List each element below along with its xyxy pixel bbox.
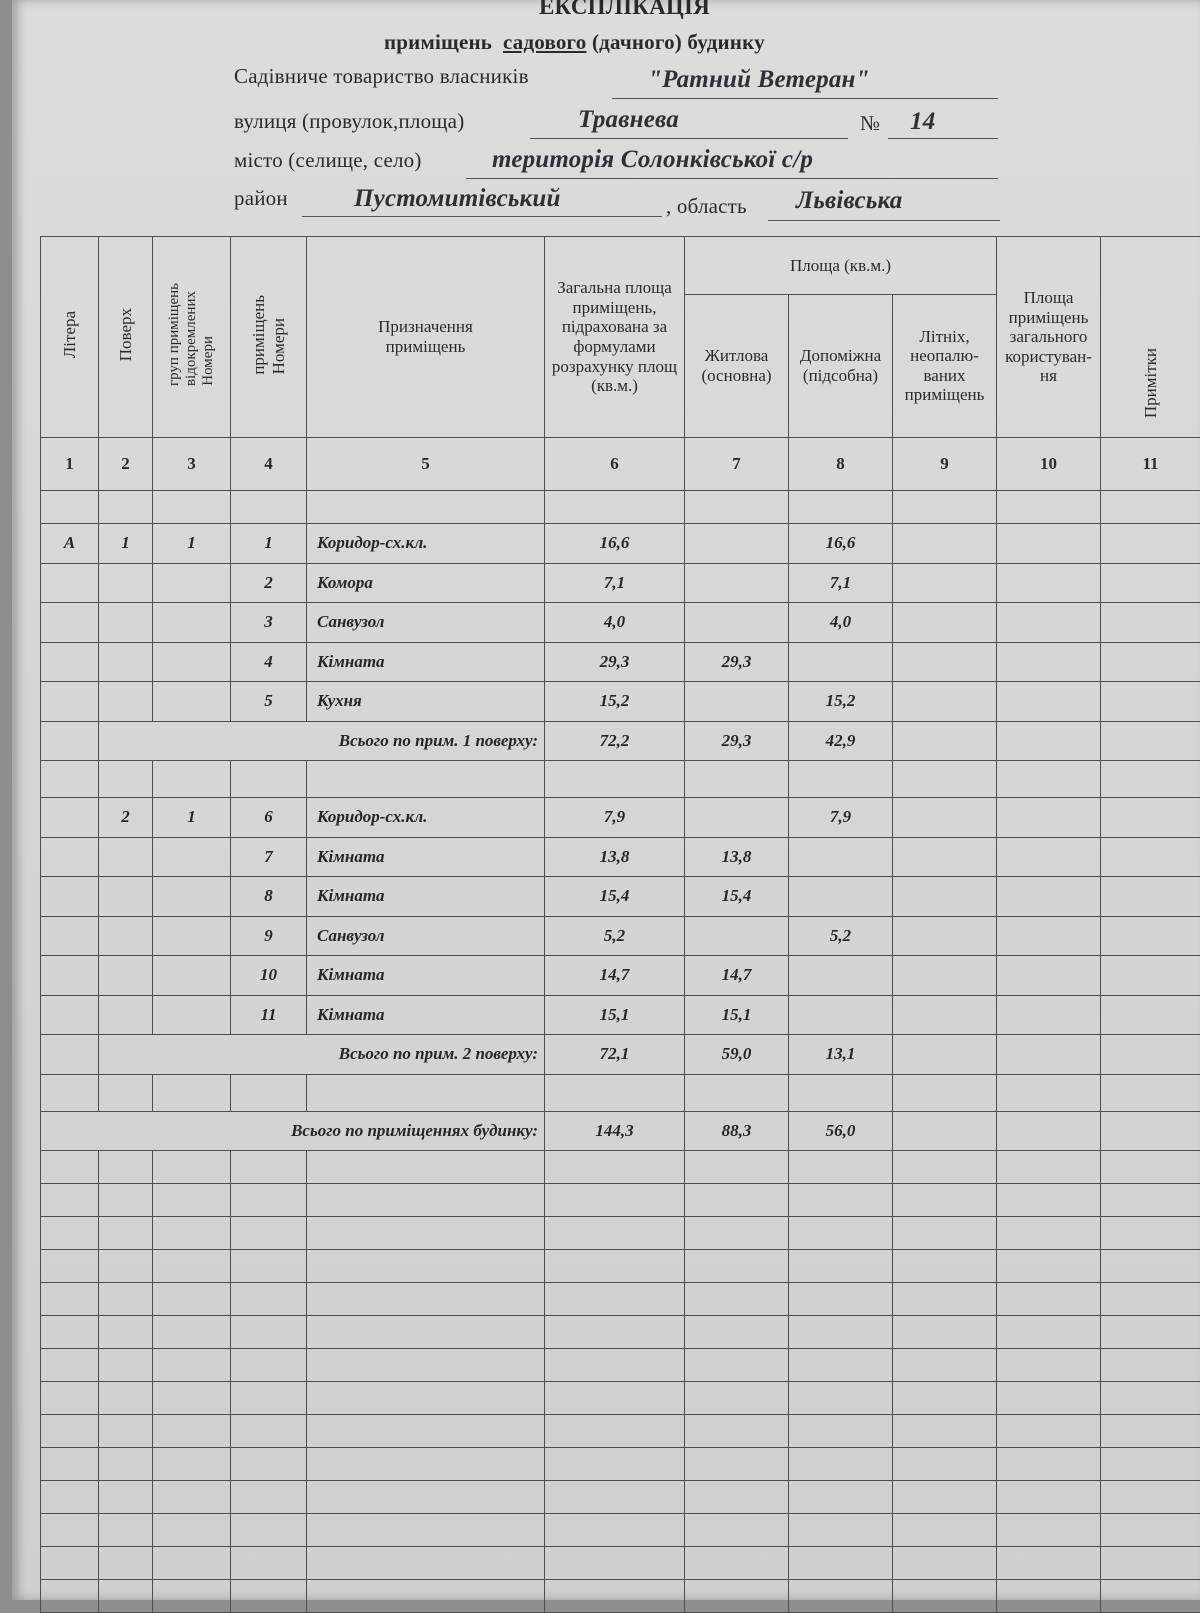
cell-aux: 7,1: [789, 563, 893, 603]
cell-floor: 1: [99, 524, 153, 564]
cell-room-no: 9: [231, 916, 307, 956]
cell-aux: [789, 877, 893, 917]
table-row: [41, 995, 1200, 1035]
column-number: 11: [1101, 438, 1200, 491]
cell-living: [685, 563, 789, 603]
floor2-total-aux: 13,1: [789, 1035, 893, 1075]
cell-group: 1: [153, 524, 231, 564]
cell-room-name: Коридор-сх.кл.: [307, 798, 545, 838]
cell-room-no: 3: [231, 603, 307, 643]
column-number: 4: [231, 438, 307, 491]
table-row: [41, 916, 1200, 956]
col-header-room-numbers: приміщеньНомери: [231, 237, 307, 438]
city-value: територія Солонківської с/р: [492, 146, 813, 174]
cell-aux: 16,6: [789, 524, 893, 564]
floor1-total-label: Всього по прим. 1 поверху:: [99, 721, 545, 761]
cell-group: 1: [153, 798, 231, 838]
table-row: [41, 798, 1200, 838]
column-number: 5: [307, 438, 545, 491]
district-value: Пустомитівський: [354, 185, 561, 213]
cell-living: [685, 798, 789, 838]
cell-aux: [789, 995, 893, 1035]
col-header-auxiliary: Допоміжна (підсобна): [789, 294, 893, 437]
cell-room-no: 10: [231, 956, 307, 996]
subtitle-suffix: (дачного) будинку: [592, 30, 765, 54]
grand-total-living: 88,3: [685, 1111, 789, 1151]
table-row: [41, 877, 1200, 917]
cell-living: [685, 603, 789, 643]
column-number-row: [41, 438, 1200, 491]
col-header-summer: Літніх, неопалю-ваних приміщень: [893, 294, 997, 437]
cell-room-name: Кімната: [307, 956, 545, 996]
cell-living: 13,8: [685, 837, 789, 877]
table-row: [41, 837, 1200, 877]
floor2-total-row: [41, 1035, 1200, 1075]
header-row: [41, 237, 1200, 295]
region-label: , область: [666, 194, 747, 219]
floor2-total-label: Всього по прим. 2 поверху:: [99, 1035, 545, 1075]
cell-room-name: Кімната: [307, 995, 545, 1035]
grand-total: 144,3: [545, 1111, 685, 1151]
cell-room-no: 4: [231, 642, 307, 682]
grand-total-label: Всього по приміщеннях будинку:: [41, 1111, 545, 1151]
cell-total: 4,0: [545, 603, 685, 643]
col-header-floor: Поверх: [99, 237, 153, 438]
floor2-total: 72,1: [545, 1035, 685, 1075]
floor1-total-living: 29,3: [685, 721, 789, 761]
col-header-total-area: Загальна площа приміщень, підрахована за формулами розрахунку площ (кв.м.): [545, 237, 685, 438]
column-number: 6: [545, 438, 685, 491]
cell-total: 15,4: [545, 877, 685, 917]
number-value: 14: [910, 108, 935, 136]
cell-room-name: Кімната: [307, 642, 545, 682]
column-number: 9: [893, 438, 997, 491]
cell-living: 29,3: [685, 642, 789, 682]
table-row: [41, 563, 1200, 603]
cell-litera: А: [41, 524, 99, 564]
cell-living: [685, 916, 789, 956]
table-row: [41, 956, 1200, 996]
region-underline: [768, 220, 1000, 221]
table-row: [41, 603, 1200, 643]
region-value: Львівська: [796, 187, 902, 215]
city-label: місто (селище, село): [234, 148, 422, 173]
cell-room-no: 6: [231, 798, 307, 838]
cell-room-name: Комора: [307, 563, 545, 603]
column-number: 1: [41, 438, 99, 491]
cell-aux: [789, 837, 893, 877]
cell-total: 16,6: [545, 524, 685, 564]
cell-floor: 2: [99, 798, 153, 838]
street-underline: [530, 138, 848, 139]
cell-aux: [789, 642, 893, 682]
cell-living: 15,1: [685, 995, 789, 1035]
document-subtitle: [384, 30, 765, 55]
cell-total: 13,8: [545, 837, 685, 877]
cell-room-no: 1: [231, 524, 307, 564]
society-underline: [612, 98, 998, 99]
cell-total: 15,1: [545, 995, 685, 1035]
cell-room-name: Кухня: [307, 682, 545, 722]
col-header-purpose: Призначення приміщень: [307, 237, 545, 438]
cell-room-name: Кімната: [307, 877, 545, 917]
street-label: вулиця (провулок,площа): [234, 109, 464, 134]
column-number: 3: [153, 438, 231, 491]
grand-total-aux: 56,0: [789, 1111, 893, 1151]
cell-room-no: 5: [231, 682, 307, 722]
column-number: 8: [789, 438, 893, 491]
cell-aux: 4,0: [789, 603, 893, 643]
cell-room-no: 8: [231, 877, 307, 917]
cell-room-name: Санвузол: [307, 916, 545, 956]
cell-total: 7,1: [545, 563, 685, 603]
col-header-living: Житлова (основна): [685, 294, 789, 437]
cell-room-no: 7: [231, 837, 307, 877]
col-header-groups: груп приміщеньвідокремленихНомери: [153, 237, 231, 438]
floor1-total-aux: 42,9: [789, 721, 893, 761]
grand-total-row: [41, 1111, 1200, 1151]
cell-living: 14,7: [685, 956, 789, 996]
cell-living: [685, 682, 789, 722]
table-row: [41, 524, 1200, 564]
cell-room-name: Коридор-сх.кл.: [307, 524, 545, 564]
cell-room-no: 2: [231, 563, 307, 603]
col-header-common-area: Площа приміщень загального користуван-ня: [997, 237, 1101, 438]
cell-total: 5,2: [545, 916, 685, 956]
col-header-notes: Примітки: [1101, 237, 1200, 438]
cell-room-name: Кімната: [307, 837, 545, 877]
subtitle-prefix: приміщень: [384, 30, 492, 54]
column-number: 7: [685, 438, 789, 491]
society-value: "Ратний Ветеран": [648, 66, 870, 94]
floor1-total: 72,2: [545, 721, 685, 761]
cell-room-name: Санвузол: [307, 603, 545, 643]
cell-living: 15,4: [685, 877, 789, 917]
cell-aux: 15,2: [789, 682, 893, 722]
cell-aux: 7,9: [789, 798, 893, 838]
cell-room-no: 11: [231, 995, 307, 1035]
district-label: район: [234, 186, 288, 211]
number-underline: [888, 138, 998, 139]
cell-total: 15,2: [545, 682, 685, 722]
cell-living: [685, 524, 789, 564]
floor2-total-living: 59,0: [685, 1035, 789, 1075]
document-title: ЕКСПЛІКАЦІЯ: [539, 0, 710, 20]
cell-aux: [789, 956, 893, 996]
blank-row: [41, 491, 1200, 524]
floor1-total-row: [41, 721, 1200, 761]
table-row: [41, 682, 1200, 722]
table-row: [41, 642, 1200, 682]
cell-total: 29,3: [545, 642, 685, 682]
explication-table: [40, 236, 1200, 1613]
col-header-litera: Літера: [41, 237, 99, 438]
subtitle-word: садового: [503, 30, 587, 54]
column-number: 2: [99, 438, 153, 491]
street-value: Травнева: [578, 106, 679, 134]
society-label: Садівниче товариство власників: [234, 64, 529, 89]
cell-aux: 5,2: [789, 916, 893, 956]
column-number: 10: [997, 438, 1101, 491]
blank-row: [41, 761, 1200, 798]
district-underline: [302, 216, 662, 217]
cell-total: 7,9: [545, 798, 685, 838]
cell-total: 14,7: [545, 956, 685, 996]
number-label: №: [860, 111, 880, 136]
col-header-area-group: Площа (кв.м.): [685, 237, 997, 295]
city-underline: [466, 178, 998, 179]
blank-row: [41, 1074, 1200, 1111]
